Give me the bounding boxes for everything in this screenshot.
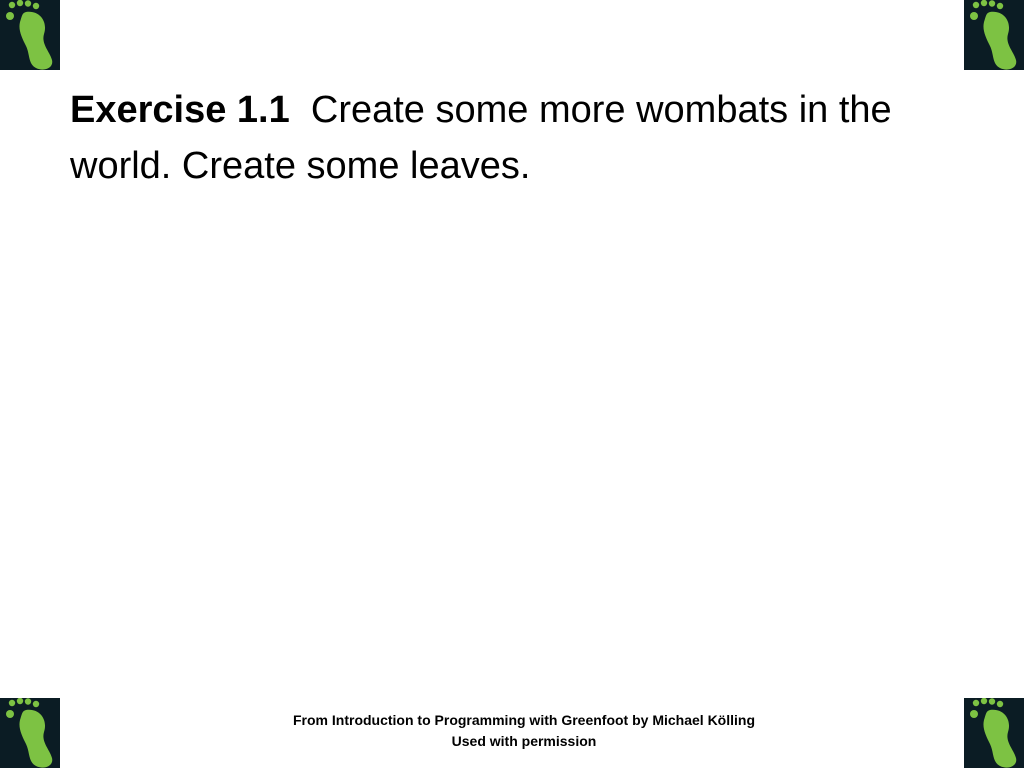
slide-footer <box>250 710 798 752</box>
footer-permission: Used with permission <box>451 733 597 749</box>
exercise-label: Exercise 1.1 <box>70 89 290 131</box>
greenfoot-foot-icon <box>0 0 60 70</box>
greenfoot-logo-top-left <box>0 0 60 70</box>
greenfoot-logo-bottom-left <box>0 698 60 768</box>
footer-credit: From Introduction to Programming with Greenfoot by Michael Kölling <box>293 712 755 728</box>
exercise-paragraph <box>70 82 970 194</box>
greenfoot-logo-bottom-right <box>964 698 1024 768</box>
greenfoot-foot-icon <box>964 0 1024 70</box>
greenfoot-foot-icon <box>964 698 1024 768</box>
greenfoot-logo-top-right <box>964 0 1024 70</box>
exercise-text: Create some more wombats in the world. Create some leaves. <box>70 89 892 187</box>
greenfoot-foot-icon <box>0 698 60 768</box>
